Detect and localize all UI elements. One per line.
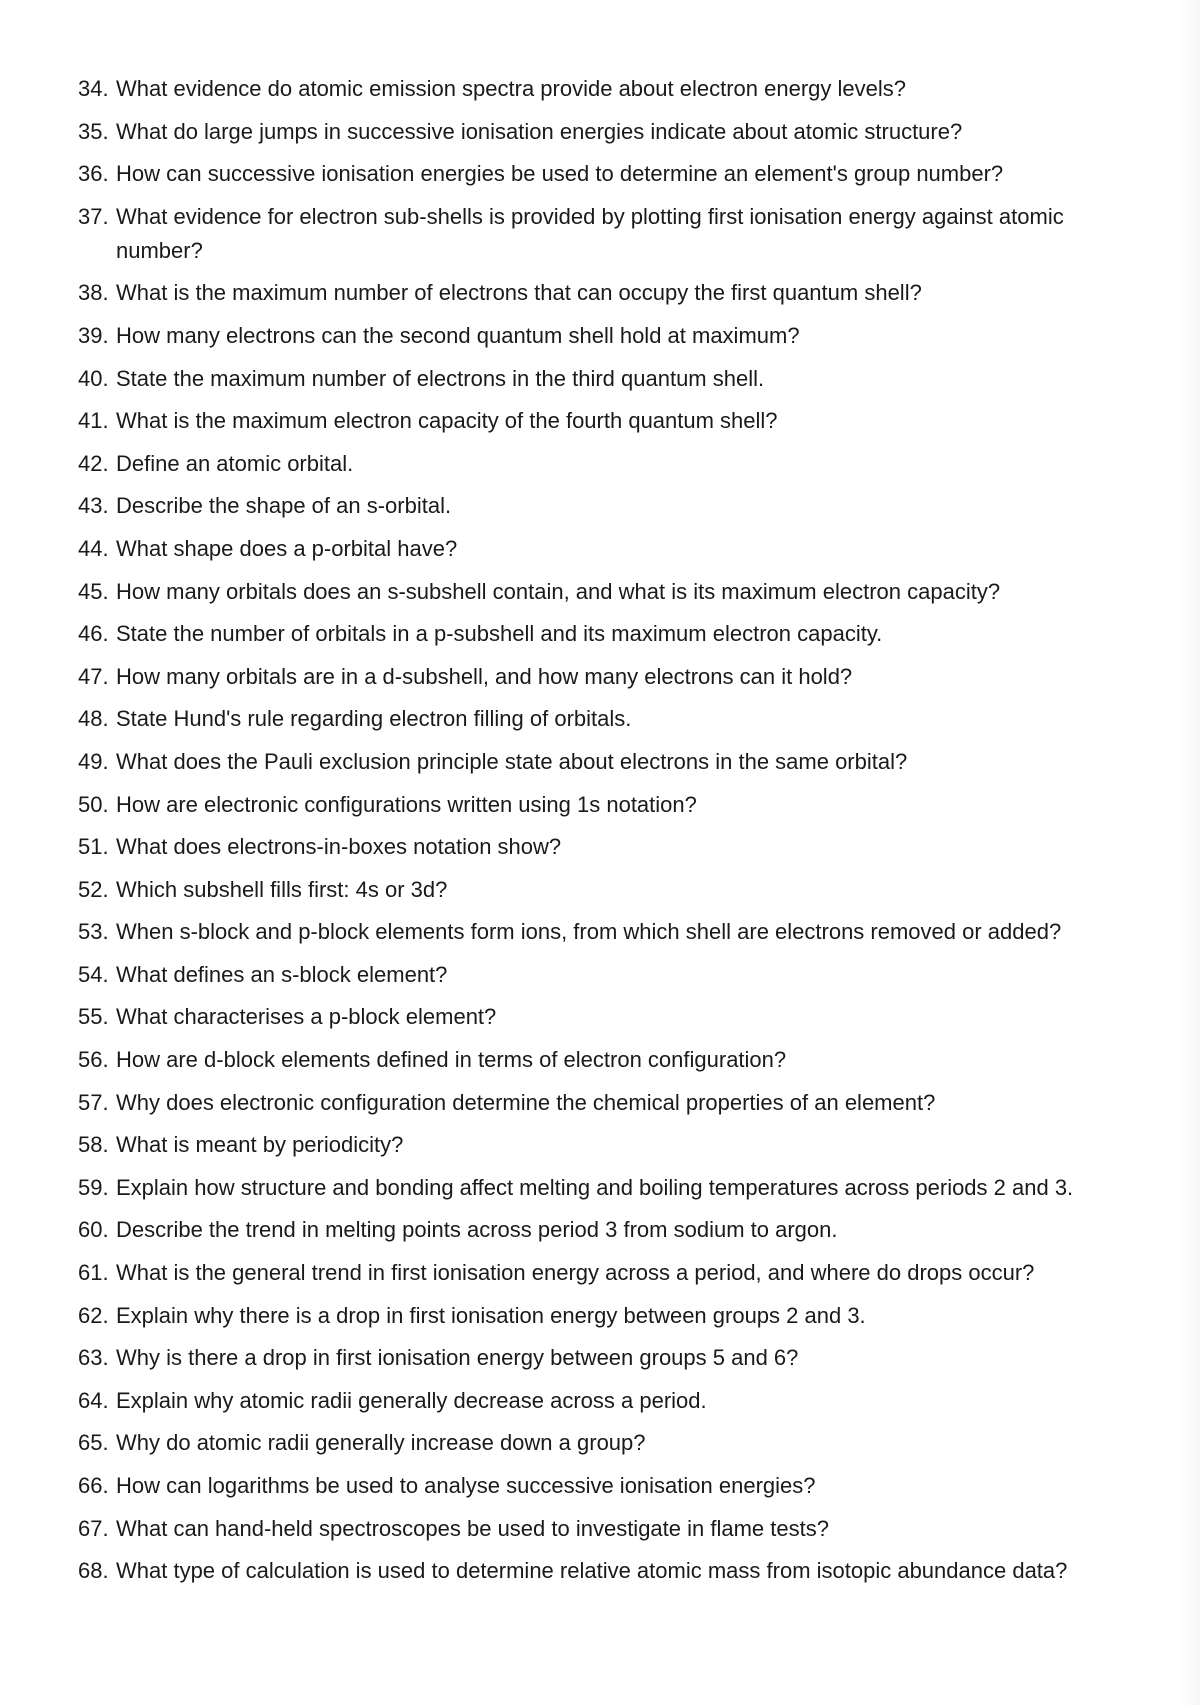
list-item [0, 532, 1150, 566]
list-item [0, 1000, 1150, 1034]
question-text: When s-block and p-block elements form ions, from which shell are electrons removed or added? [116, 919, 1062, 945]
question-text: State the number of orbitals in a p-subshell and its maximum electron capacity. [116, 621, 883, 647]
question-text: What does the Pauli exclusion principle state about electrons in the same orbital? [116, 748, 908, 774]
question-number: 54. [78, 961, 109, 987]
question-text: State Hund's rule regarding electron filling of orbitals. [116, 706, 632, 732]
question-number: 49. [78, 748, 109, 774]
question-text: What evidence for electron sub-shells is provided by plotting first ionisation energy against atomic number? [116, 203, 1064, 263]
list-item [0, 1469, 1150, 1503]
list-item [0, 447, 1150, 481]
list-item [0, 115, 1150, 149]
question-text: State the maximum number of electrons in the third quantum shell. [116, 365, 765, 391]
question-number: 40. [78, 365, 109, 391]
question-number: 65. [78, 1430, 109, 1456]
question-number: 60. [78, 1217, 109, 1243]
question-number: 42. [78, 450, 109, 476]
question-text: What type of calculation is used to determine relative atomic mass from isotopic abundance data? [116, 1558, 1068, 1584]
question-number: 47. [78, 663, 109, 689]
question-text: What is the maximum electron capacity of the fourth quantum shell? [116, 408, 778, 434]
list-item [0, 1426, 1150, 1460]
question-text: Explain why there is a drop in first ionisation energy between groups 2 and 3. [116, 1302, 866, 1328]
question-list [0, 72, 1150, 1588]
question-number: 58. [78, 1132, 109, 1158]
question-text: Describe the trend in melting points across period 3 from sodium to argon. [116, 1217, 838, 1243]
question-text: What characterises a p-block element? [116, 1004, 497, 1030]
list-item [0, 404, 1150, 438]
page-edge-shade [1178, 0, 1200, 1705]
question-number: 64. [78, 1387, 109, 1413]
question-number: 55. [78, 1004, 109, 1030]
question-number: 62. [78, 1302, 109, 1328]
question-text: What is the general trend in first ionisation energy across a period, and where do drops occur? [116, 1260, 1035, 1286]
question-number: 38. [78, 280, 109, 306]
question-number: 37. [78, 203, 109, 229]
question-text: What does electrons-in-boxes notation show? [116, 834, 562, 860]
list-item [0, 1043, 1150, 1077]
list-item [0, 702, 1150, 736]
list-item [0, 157, 1150, 191]
question-text: How many orbitals does an s-subshell contain, and what is its maximum electron capacity? [116, 578, 1001, 604]
question-text: What can hand-held spectroscopes be used to investigate in flame tests? [116, 1515, 829, 1541]
question-number: 35. [78, 118, 109, 144]
question-document [0, 72, 1150, 1597]
list-item [0, 1213, 1150, 1247]
question-text: How many electrons can the second quantum shell hold at maximum? [116, 322, 800, 348]
question-number: 56. [78, 1047, 109, 1073]
question-number: 51. [78, 834, 109, 860]
question-number: 45. [78, 578, 109, 604]
list-item [0, 788, 1150, 822]
question-text: What is the maximum number of electrons that can occupy the first quantum shell? [116, 280, 922, 306]
question-number: 39. [78, 322, 109, 348]
question-text: What evidence do atomic emission spectra provide about electron energy levels? [116, 76, 906, 101]
list-item [0, 1341, 1150, 1375]
question-number: 57. [78, 1089, 109, 1115]
question-number: 66. [78, 1473, 109, 1498]
question-number: 48. [78, 706, 109, 732]
question-text: Which subshell fills first: 4s or 3d? [116, 876, 448, 902]
list-item [0, 958, 1150, 992]
question-text: What shape does a p-orbital have? [116, 535, 458, 561]
question-text: How can successive ionisation energies be used to determine an element's group number? [116, 161, 1004, 187]
question-text: Describe the shape of an s-orbital. [116, 493, 452, 519]
list-item [0, 319, 1150, 353]
question-text: Explain how structure and bonding affect melting and boiling temperatures across periods 2 and 3. [116, 1174, 1074, 1200]
list-item [0, 660, 1150, 694]
question-text: How are electronic configurations written using 1s notation? [116, 791, 697, 817]
list-item [0, 617, 1150, 651]
list-item [0, 200, 1150, 268]
list-item [0, 276, 1150, 310]
question-number: 36. [78, 161, 109, 187]
question-number: 50. [78, 791, 109, 817]
list-item [0, 915, 1150, 949]
question-text: How are d-block elements defined in terms of electron configuration? [116, 1047, 787, 1073]
question-number: 44. [78, 535, 109, 561]
question-text: How can logarithms be used to analyse successive ionisation energies? [116, 1473, 816, 1498]
list-item [0, 72, 1150, 106]
list-item [0, 1256, 1150, 1290]
list-item [0, 1299, 1150, 1333]
question-number: 67. [78, 1515, 109, 1541]
question-text: Explain why atomic radii generally decrease across a period. [116, 1387, 707, 1413]
question-number: 52. [78, 876, 109, 902]
list-item [0, 830, 1150, 864]
question-text: What is meant by periodicity? [116, 1132, 404, 1158]
list-item [0, 489, 1150, 523]
question-text: What defines an s-block element? [116, 961, 448, 987]
list-item [0, 362, 1150, 396]
list-item [0, 873, 1150, 907]
question-number: 63. [78, 1345, 109, 1371]
question-number: 53. [78, 919, 109, 945]
question-text: Why does electronic configuration determine the chemical properties of an element? [116, 1089, 936, 1115]
question-text: Define an atomic orbital. [116, 450, 354, 476]
list-item [0, 1086, 1150, 1120]
question-number: 41. [78, 408, 109, 434]
list-item [0, 745, 1150, 779]
question-number: 68. [78, 1558, 109, 1584]
question-text: Why is there a drop in first ionisation energy between groups 5 and 6? [116, 1345, 799, 1371]
question-text: What do large jumps in successive ionisation energies indicate about atomic structure? [116, 118, 963, 144]
question-number: 59. [78, 1174, 109, 1200]
question-number: 61. [78, 1260, 109, 1286]
question-number: 43. [78, 493, 109, 519]
list-item [0, 1384, 1150, 1418]
list-item [0, 575, 1150, 609]
list-item [0, 1128, 1150, 1162]
question-number: 34. [78, 76, 109, 101]
list-item [0, 1171, 1150, 1205]
list-item [0, 1554, 1150, 1588]
question-text: How many orbitals are in a d-subshell, and how many electrons can it hold? [116, 663, 853, 689]
question-number: 46. [78, 621, 109, 647]
list-item [0, 1512, 1150, 1546]
question-text: Why do atomic radii generally increase down a group? [116, 1430, 646, 1456]
